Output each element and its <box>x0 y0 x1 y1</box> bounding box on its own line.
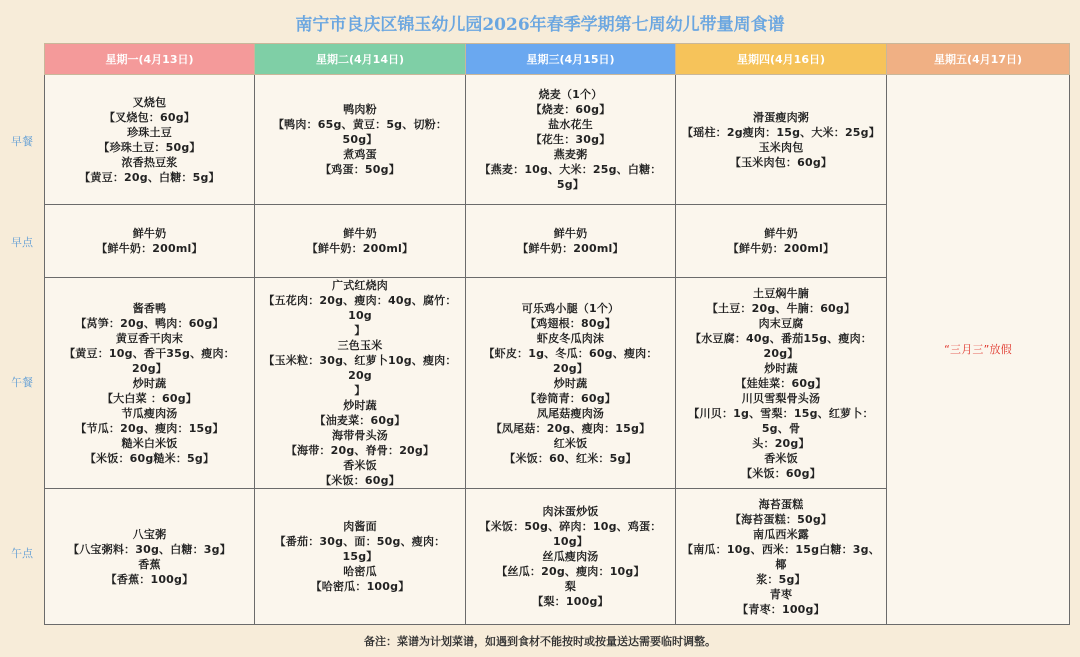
menu-line: 【八宝粥料：30g、白糖：3g】 <box>68 542 231 556</box>
menu-line: 凤尾菇瘦肉汤 <box>536 406 605 420</box>
menu-line: 【米饭：60、红米：5g】 <box>504 451 637 465</box>
menu-line: 【南瓜：10g、西米：15g白糖：3g、椰 <box>682 542 880 571</box>
menu-line: 【五花肉：20g、瘦肉：40g、腐竹：10g <box>263 294 457 322</box>
menu-cell <box>676 75 887 205</box>
menu-line: 香米饭 <box>343 459 377 472</box>
menu-line: 肉酱面 <box>343 520 377 533</box>
menu-line: 鸭肉粉 <box>343 103 377 116</box>
menu-line: 海苔蛋糕 <box>758 497 804 511</box>
menu-line: 【哈密瓜：100g】 <box>310 580 410 593</box>
menu-line: 滑蛋瘦肉粥 <box>753 110 809 124</box>
day-header: 星期一(4月13日) <box>45 44 255 75</box>
menu-cell <box>676 205 887 278</box>
menu-line: 【鲜牛奶：200ml】 <box>727 242 835 255</box>
menu-line: 【卷筒青：60g】 <box>525 391 616 405</box>
menu-line: 【玉米肉包：60g】 <box>729 155 833 169</box>
menu-line: 黄豆香干肉末 <box>115 331 184 345</box>
menu-cell <box>466 75 676 205</box>
menu-line: 【大白菜 ：60g】 <box>101 391 197 405</box>
menu-line: 青枣 <box>769 587 793 601</box>
menu-line: 【香蕉：100g】 <box>105 572 194 586</box>
menu-cell <box>45 205 255 278</box>
menu-line: 【海带：20g、脊骨：20g】 <box>285 444 435 457</box>
menu-line: 【米饭：60g】 <box>741 466 821 480</box>
menu-line: 珍珠土豆 <box>127 125 172 139</box>
menu-line: 八宝粥 <box>132 527 167 541</box>
menu-line: 土豆焖牛腩 <box>753 286 809 300</box>
menu-line: 【米饭：50g、碎肉：10g、鸡蛋：10g】 <box>479 520 662 548</box>
menu-line: 【鲜牛奶：200ml】 <box>306 242 414 255</box>
menu-line: 【黄豆：20g、白糖：5g】 <box>79 170 220 184</box>
menu-line: 鲜牛奶 <box>764 227 798 240</box>
menu-line: 【鸡蛋：50g】 <box>320 163 400 176</box>
weekly-menu-table <box>44 43 1070 625</box>
menu-line: 丝瓜瘦肉汤 <box>542 550 599 563</box>
menu-line: 【瑶柱：2g瘦肉：15g、大米：25g】 <box>682 125 880 139</box>
menu-line: 【米饭：60g糙米：5g】 <box>84 451 215 465</box>
page-title: 南宁市良庆区锦玉幼儿园2026年春季学期第七周幼儿带量周食谱 <box>295 15 785 35</box>
menu-line: 鲜牛奶 <box>553 227 588 240</box>
menu-line: 【花生：30g】 <box>530 133 611 146</box>
breakfast-row <box>45 75 1070 205</box>
menu-line: 炒时蔬 <box>764 361 798 375</box>
menu-cell <box>255 205 466 278</box>
menu-line: 燕麦粥 <box>553 148 588 161</box>
menu-cell <box>676 278 887 489</box>
menu-line: 鲜牛奶 <box>343 227 377 240</box>
menu-line: 肉末豆腐 <box>758 316 804 330</box>
footer-note: 备注：菜谱为计划菜谱，如遇到食材不能按时或按量送达需要临时调整。 <box>364 635 716 648</box>
menu-line: 可乐鸡小腿（1个） <box>521 301 620 315</box>
menu-cell <box>466 278 676 489</box>
menu-line: 盐水花生 <box>548 118 593 131</box>
menu-cell <box>466 205 676 278</box>
day-header-row <box>45 44 1070 75</box>
menu-line: 【番茄：30g、面：50g、瘦肉：15g】 <box>274 535 446 563</box>
menu-line: 浓香热豆浆 <box>121 155 178 169</box>
meal-label-morning-snack: 早点 <box>11 236 33 249</box>
menu-line: 节瓜瘦肉汤 <box>121 406 178 420</box>
menu-line: 【娃娃菜：60g】 <box>735 376 827 390</box>
menu-line: 海带骨头汤 <box>332 429 388 442</box>
menu-line: 】 <box>354 324 366 337</box>
menu-line: 【青枣：100g】 <box>737 602 825 616</box>
menu-cell <box>255 278 466 489</box>
menu-line: 【鸡翅根：80g】 <box>525 316 616 330</box>
day-header: 星期二(4月14日) <box>255 44 466 75</box>
day-header: 星期五(4月17日) <box>887 44 1070 75</box>
menu-line: 炒时蔬 <box>343 399 377 412</box>
menu-line: 【莴笋：20g、鸭肉：60g】 <box>75 316 224 330</box>
menu-line: 【海苔蛋糕：50g】 <box>729 512 833 526</box>
menu-cell <box>466 489 676 625</box>
menu-line: 红米饭 <box>553 436 588 450</box>
menu-cell <box>255 75 466 205</box>
menu-line: 【鸭肉：65g、黄豆：5g、切粉：50g】 <box>272 118 448 146</box>
menu-line: 【虾皮：1g、冬瓜：60g、瘦肉：20g】 <box>483 346 658 375</box>
menu-cell <box>45 75 255 205</box>
menu-line: 【烧麦：60g】 <box>530 103 611 116</box>
menu-line: 川贝雪梨骨头汤 <box>741 391 821 405</box>
menu-line: 【珍珠土豆：50g】 <box>98 140 201 154</box>
menu-line: 鲜牛奶 <box>132 227 167 240</box>
menu-line: 南瓜西米露 <box>753 527 809 541</box>
menu-line: 香米饭 <box>764 451 798 465</box>
day-header: 星期三(4月15日) <box>466 44 676 75</box>
menu-line: 】 <box>354 384 366 397</box>
menu-line: 浆：5g】 <box>756 572 806 586</box>
menu-line: 糙米白米饭 <box>121 436 178 450</box>
menu-line: 玉米肉包 <box>758 140 804 154</box>
day-header: 星期四(4月16日) <box>676 44 887 75</box>
menu-line: 头：20g】 <box>752 436 810 450</box>
menu-cell <box>45 489 255 625</box>
menu-line: 烧麦（1个） <box>538 88 603 101</box>
menu-cell <box>676 489 887 625</box>
menu-cell <box>45 278 255 489</box>
meal-label-lunch: 午餐 <box>11 376 33 389</box>
menu-line: 炒时蔬 <box>132 376 167 390</box>
menu-line: 肉沫蛋炒饭 <box>542 505 599 518</box>
menu-line: 炒时蔬 <box>553 376 588 390</box>
friday-holiday-cell: “三月三”放假 <box>887 75 1070 625</box>
menu-line: 【丝瓜：20g、瘦肉：10g】 <box>496 565 645 578</box>
menu-line: 酱香鸭 <box>132 301 167 315</box>
menu-line: 香蕉 <box>138 557 161 571</box>
meal-label-afternoon-snack: 午点 <box>11 547 33 560</box>
menu-line: 【水豆腐：40g、番茄15g、瘦肉：20g】 <box>690 331 872 360</box>
menu-line: 【凤尾菇：20g、瘦肉：15g】 <box>490 421 651 435</box>
menu-line: 【土豆：20g、牛腩：60g】 <box>706 301 856 315</box>
menu-line: 梨 <box>564 580 577 593</box>
menu-line: 【鲜牛奶：200ml】 <box>96 242 203 255</box>
menu-line: 煮鸡蛋 <box>343 148 377 161</box>
menu-line: 【叉烧包：60g】 <box>104 110 195 124</box>
menu-line: 【油麦菜：60g】 <box>314 414 406 427</box>
menu-line: 【梨：100g】 <box>532 595 609 608</box>
menu-line: 【黄豆：10g、香干35g、瘦肉：20g】 <box>64 346 235 375</box>
meal-label-breakfast: 早餐 <box>11 135 33 148</box>
menu-line: 【鲜牛奶：200ml】 <box>517 242 624 255</box>
menu-cell <box>255 489 466 625</box>
menu-line: 【燕麦：10g、大米：25g、白糖：5g】 <box>479 163 662 191</box>
menu-line: 三色玉米 <box>337 339 383 352</box>
menu-line: 叉烧包 <box>132 95 167 109</box>
menu-line: 【节瓜：20g、瘦肉：15g】 <box>75 421 224 435</box>
menu-line: 【川贝：1g、雪梨：15g、红萝卜：5g、骨 <box>688 406 874 435</box>
menu-line: 虾皮冬瓜肉沫 <box>536 331 605 345</box>
menu-line: 哈密瓜 <box>343 565 377 578</box>
menu-line: 广式红烧肉 <box>332 279 388 292</box>
menu-line: 【玉米粒：30g、红萝卜10g、瘦肉：20g <box>263 354 457 382</box>
menu-line: 【米饭：60g】 <box>320 474 400 487</box>
